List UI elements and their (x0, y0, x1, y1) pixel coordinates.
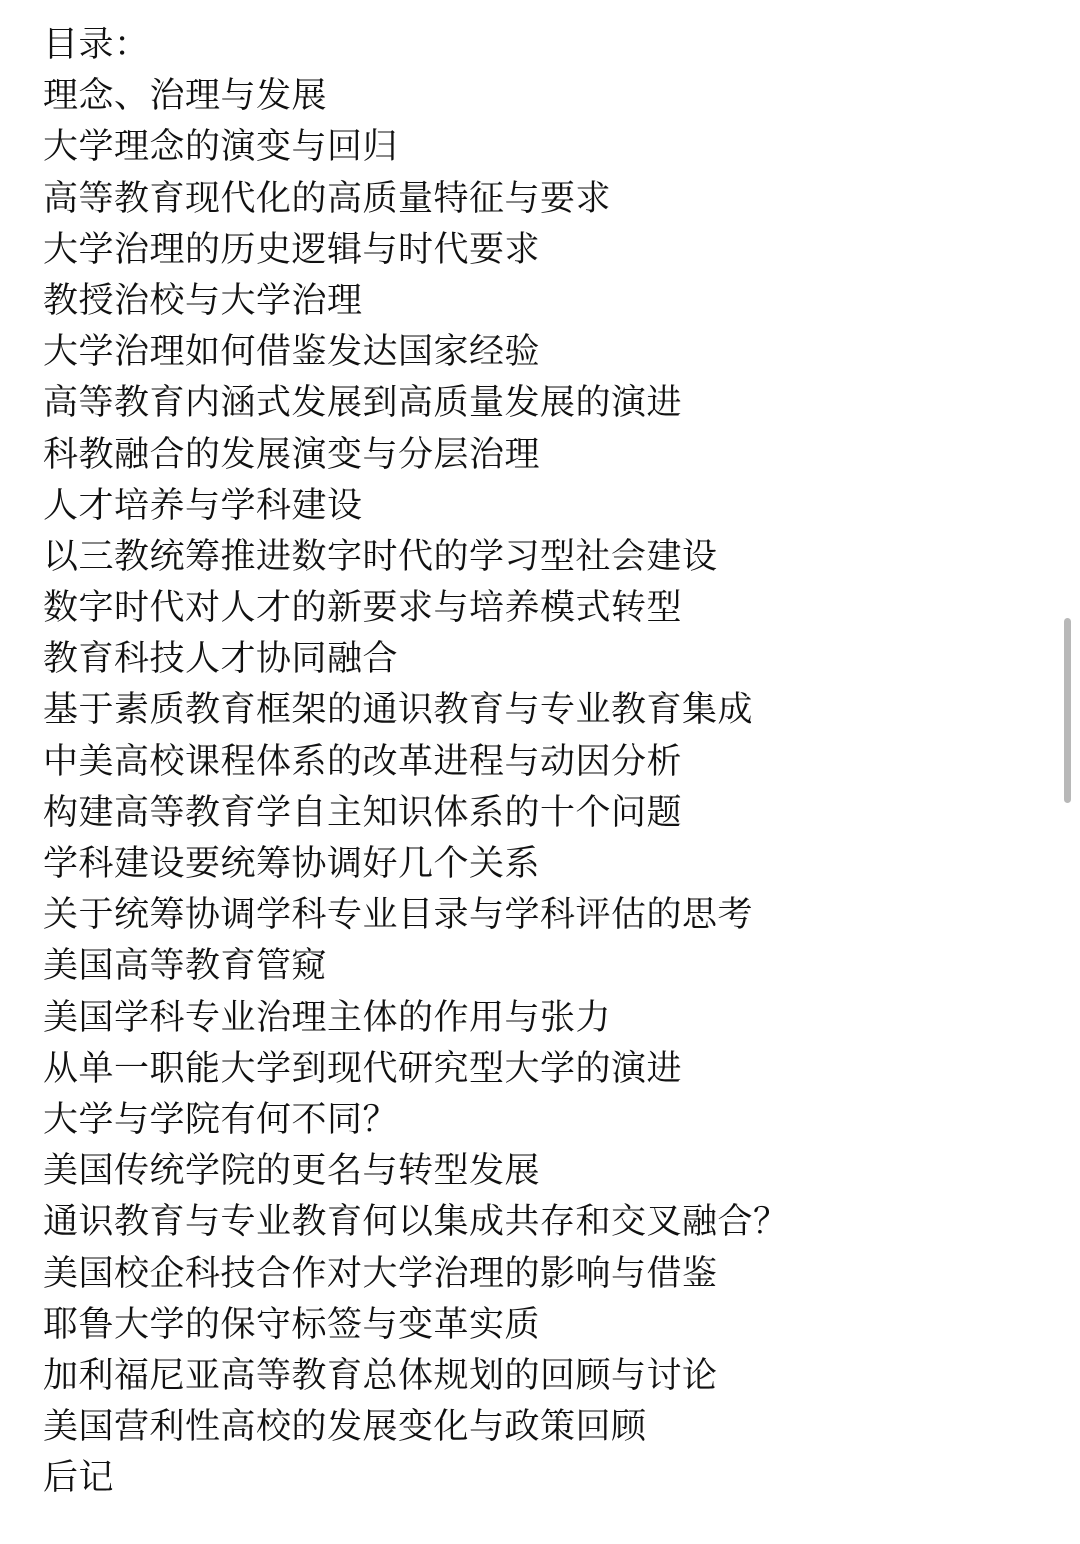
toc-item: 高等教育现代化的高质量特征与要求 (43, 178, 612, 219)
table-of-contents (43, 20, 1033, 1504)
vertical-scrollbar[interactable] (1056, 0, 1080, 1544)
toc-item: 教育科技人才协同融合 (43, 639, 399, 680)
toc-item: 耶鲁大学的保守标签与变革实质 (43, 1304, 541, 1345)
toc-item: 构建高等教育学自主知识体系的十个问题 (43, 792, 683, 833)
toc-item: 科教融合的发展演变与分层治理 (43, 434, 541, 475)
toc-item: 人才培养与学科建设 (43, 485, 363, 526)
toc-item: 理念、治理与发展 (43, 76, 328, 117)
toc-item: 美国校企科技合作对大学治理的影响与借鉴 (43, 1253, 718, 1294)
toc-item: 大学治理如何借鉴发达国家经验 (43, 332, 541, 373)
toc-item: 高等教育内涵式发展到高质量发展的演进 (43, 383, 683, 424)
toc-item: 基于素质教育框架的通识教育与专业教育集成 (43, 690, 754, 731)
toc-item: 以三教统筹推进数字时代的学习型社会建设 (43, 536, 718, 577)
toc-item: 通识教育与专业教育何以集成共存和交叉融合？ (43, 1202, 789, 1243)
toc-item: 美国营利性高校的发展变化与政策回顾 (43, 1407, 647, 1448)
toc-item: 大学与学院有何不同？ (43, 1099, 399, 1140)
toc-item: 大学治理的历史逻辑与时代要求 (43, 229, 541, 270)
toc-item: 美国高等教育管窥 (43, 946, 328, 987)
toc-item: 从单一职能大学到现代研究型大学的演进 (43, 1048, 683, 1089)
scrollbar-thumb[interactable] (1064, 618, 1071, 803)
toc-item: 加利福尼亚高等教育总体规划的回顾与讨论 (43, 1355, 718, 1396)
toc-item: 大学理念的演变与回归 (43, 127, 399, 168)
toc-item: 数字时代对人才的新要求与培养模式转型 (43, 588, 683, 629)
toc-item: 中美高校课程体系的改革进程与动因分析 (43, 741, 683, 782)
toc-item: 后记 (43, 1458, 115, 1499)
toc-item: 教授治校与大学治理 (43, 280, 363, 321)
toc-item: 美国传统学院的更名与转型发展 (43, 1151, 541, 1192)
toc-heading: 目录： (43, 25, 150, 65)
toc-item: 美国学科专业治理主体的作用与张力 (43, 997, 612, 1038)
toc-item: 关于统筹协调学科专业目录与学科评估的思考 (43, 895, 754, 936)
toc-item: 学科建设要统筹协调好几个关系 (43, 844, 541, 884)
